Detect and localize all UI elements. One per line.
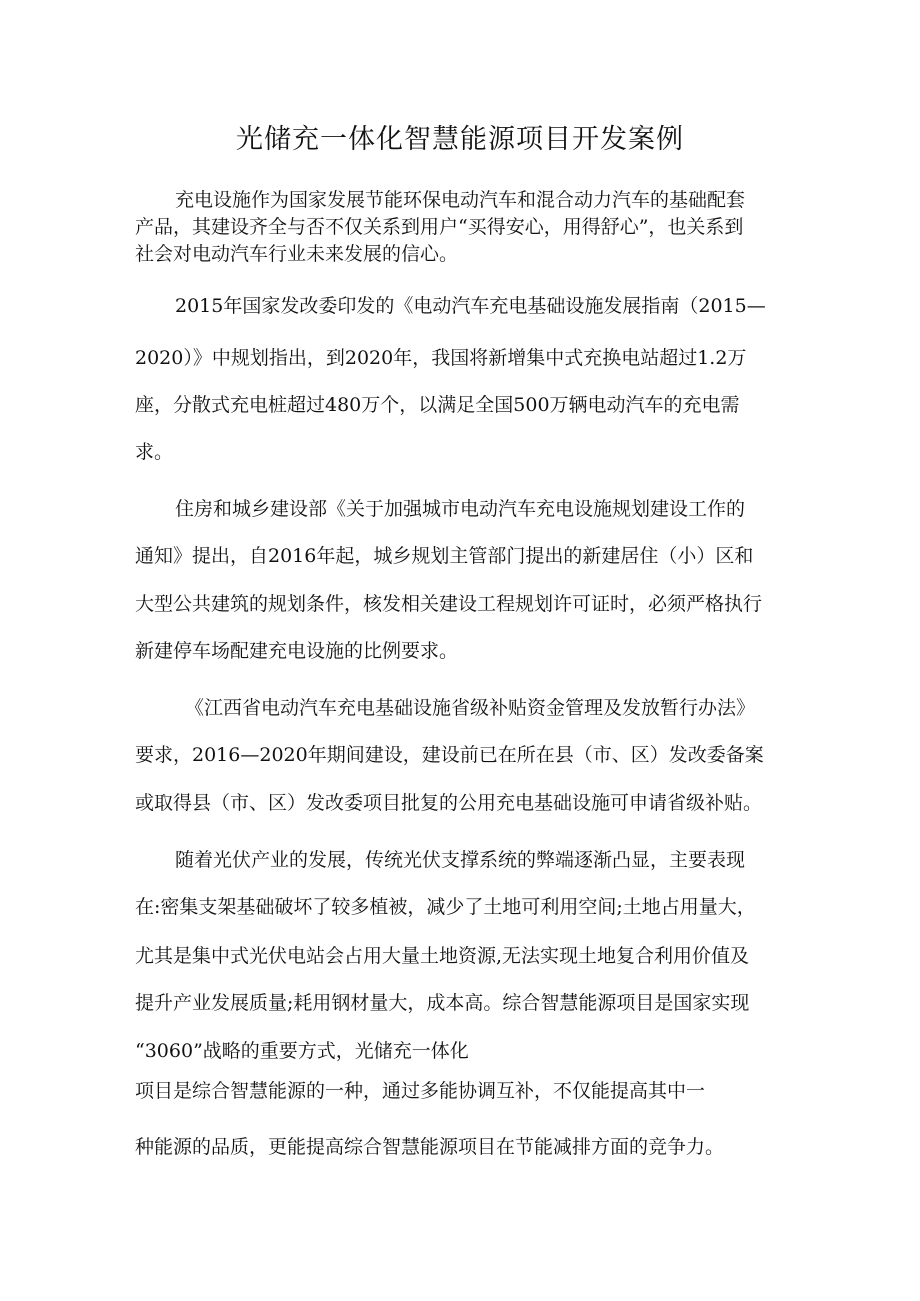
document-title: 光储充一体化智慧能源项目开发案例 (236, 124, 684, 155)
paragraph-5-line-5: “3060”战略的重要方式，光储充一体化 (135, 1040, 469, 1062)
paragraph-4-line-2: 要求，2016—2020年期间建设，建设前已在所在县（市、区）发改委备案 (135, 744, 764, 766)
paragraph-2-line-3: 座，分散式充电桩超过480万个，以满足全国500万辆电动汽车的充电需 (135, 394, 740, 416)
paragraph-5-line-4: 提升产业发展质量;耗用钢材量大，成本高。综合智慧能源项目是国家实现 (135, 992, 750, 1014)
paragraph-1-line-1: 充电设施作为国家发展节能环保电动汽车和混合动力汽车的基础配套 (175, 189, 746, 211)
paragraph-4-line-3: 或取得县（市、区）发改委项目批复的公用充电基础设施可申请省级补贴。 (135, 792, 763, 814)
paragraph-3-line-4: 新建停车场配建充电设施的比例要求。 (135, 640, 459, 662)
paragraph-1-line-3: 社会对电动汽车行业未来发展的信心。 (135, 243, 459, 265)
paragraph-3-line-2: 通知》提出，自2016年起，城乡规划主管部门提出的新建居住（小）区和 (135, 545, 754, 567)
paragraph-5-line-3: 尤其是集中式光伏电站会占用大量土地资源,无法实现土地复合利用价值及 (135, 945, 750, 967)
paragraph-3-line-1: 住房和城乡建设部《关于加强城市电动汽车充电设施规划建设工作的 (175, 498, 746, 520)
paragraph-3-line-3: 大型公共建筑的规划条件，核发相关建设工程规划许可证时，必须严格执行 (135, 593, 763, 615)
paragraph-2-line-2: 2020）》中规划指出，到2020年，我国将新增集中式充换电站超过1.2万 (135, 347, 747, 369)
paragraph-2-line-4: 求。 (135, 441, 174, 463)
paragraph-5-line-7: 种能源的品质，更能提高综合智慧能源项目在节能减排方面的竞争力。 (135, 1136, 725, 1158)
paragraph-4-line-1: 《江西省电动汽车充电基础设施省级补贴资金管理及发放暂行办法》 (185, 697, 756, 719)
paragraph-5-line-1: 随着光伏产业的发展，传统光伏支撑系统的弊端逐渐凸显，主要表现 (175, 849, 746, 871)
paragraph-2-line-1: 2015年国家发改委印发的《电动汽车充电基础设施发展指南（2015— (175, 295, 766, 317)
paragraph-5-line-2: 在:密集支架基础破坏了较多植被，减少了土地可利用空间;土地占用量大， (135, 896, 756, 918)
paragraph-1-line-2: 产品，其建设齐全与否不仅关系到用户“买得安心，用得舒心”，也关系到 (135, 216, 744, 238)
paragraph-5-line-6: 项目是综合智慧能源的一种，通过多能协调互补，不仅能提高其中一 (135, 1080, 706, 1102)
